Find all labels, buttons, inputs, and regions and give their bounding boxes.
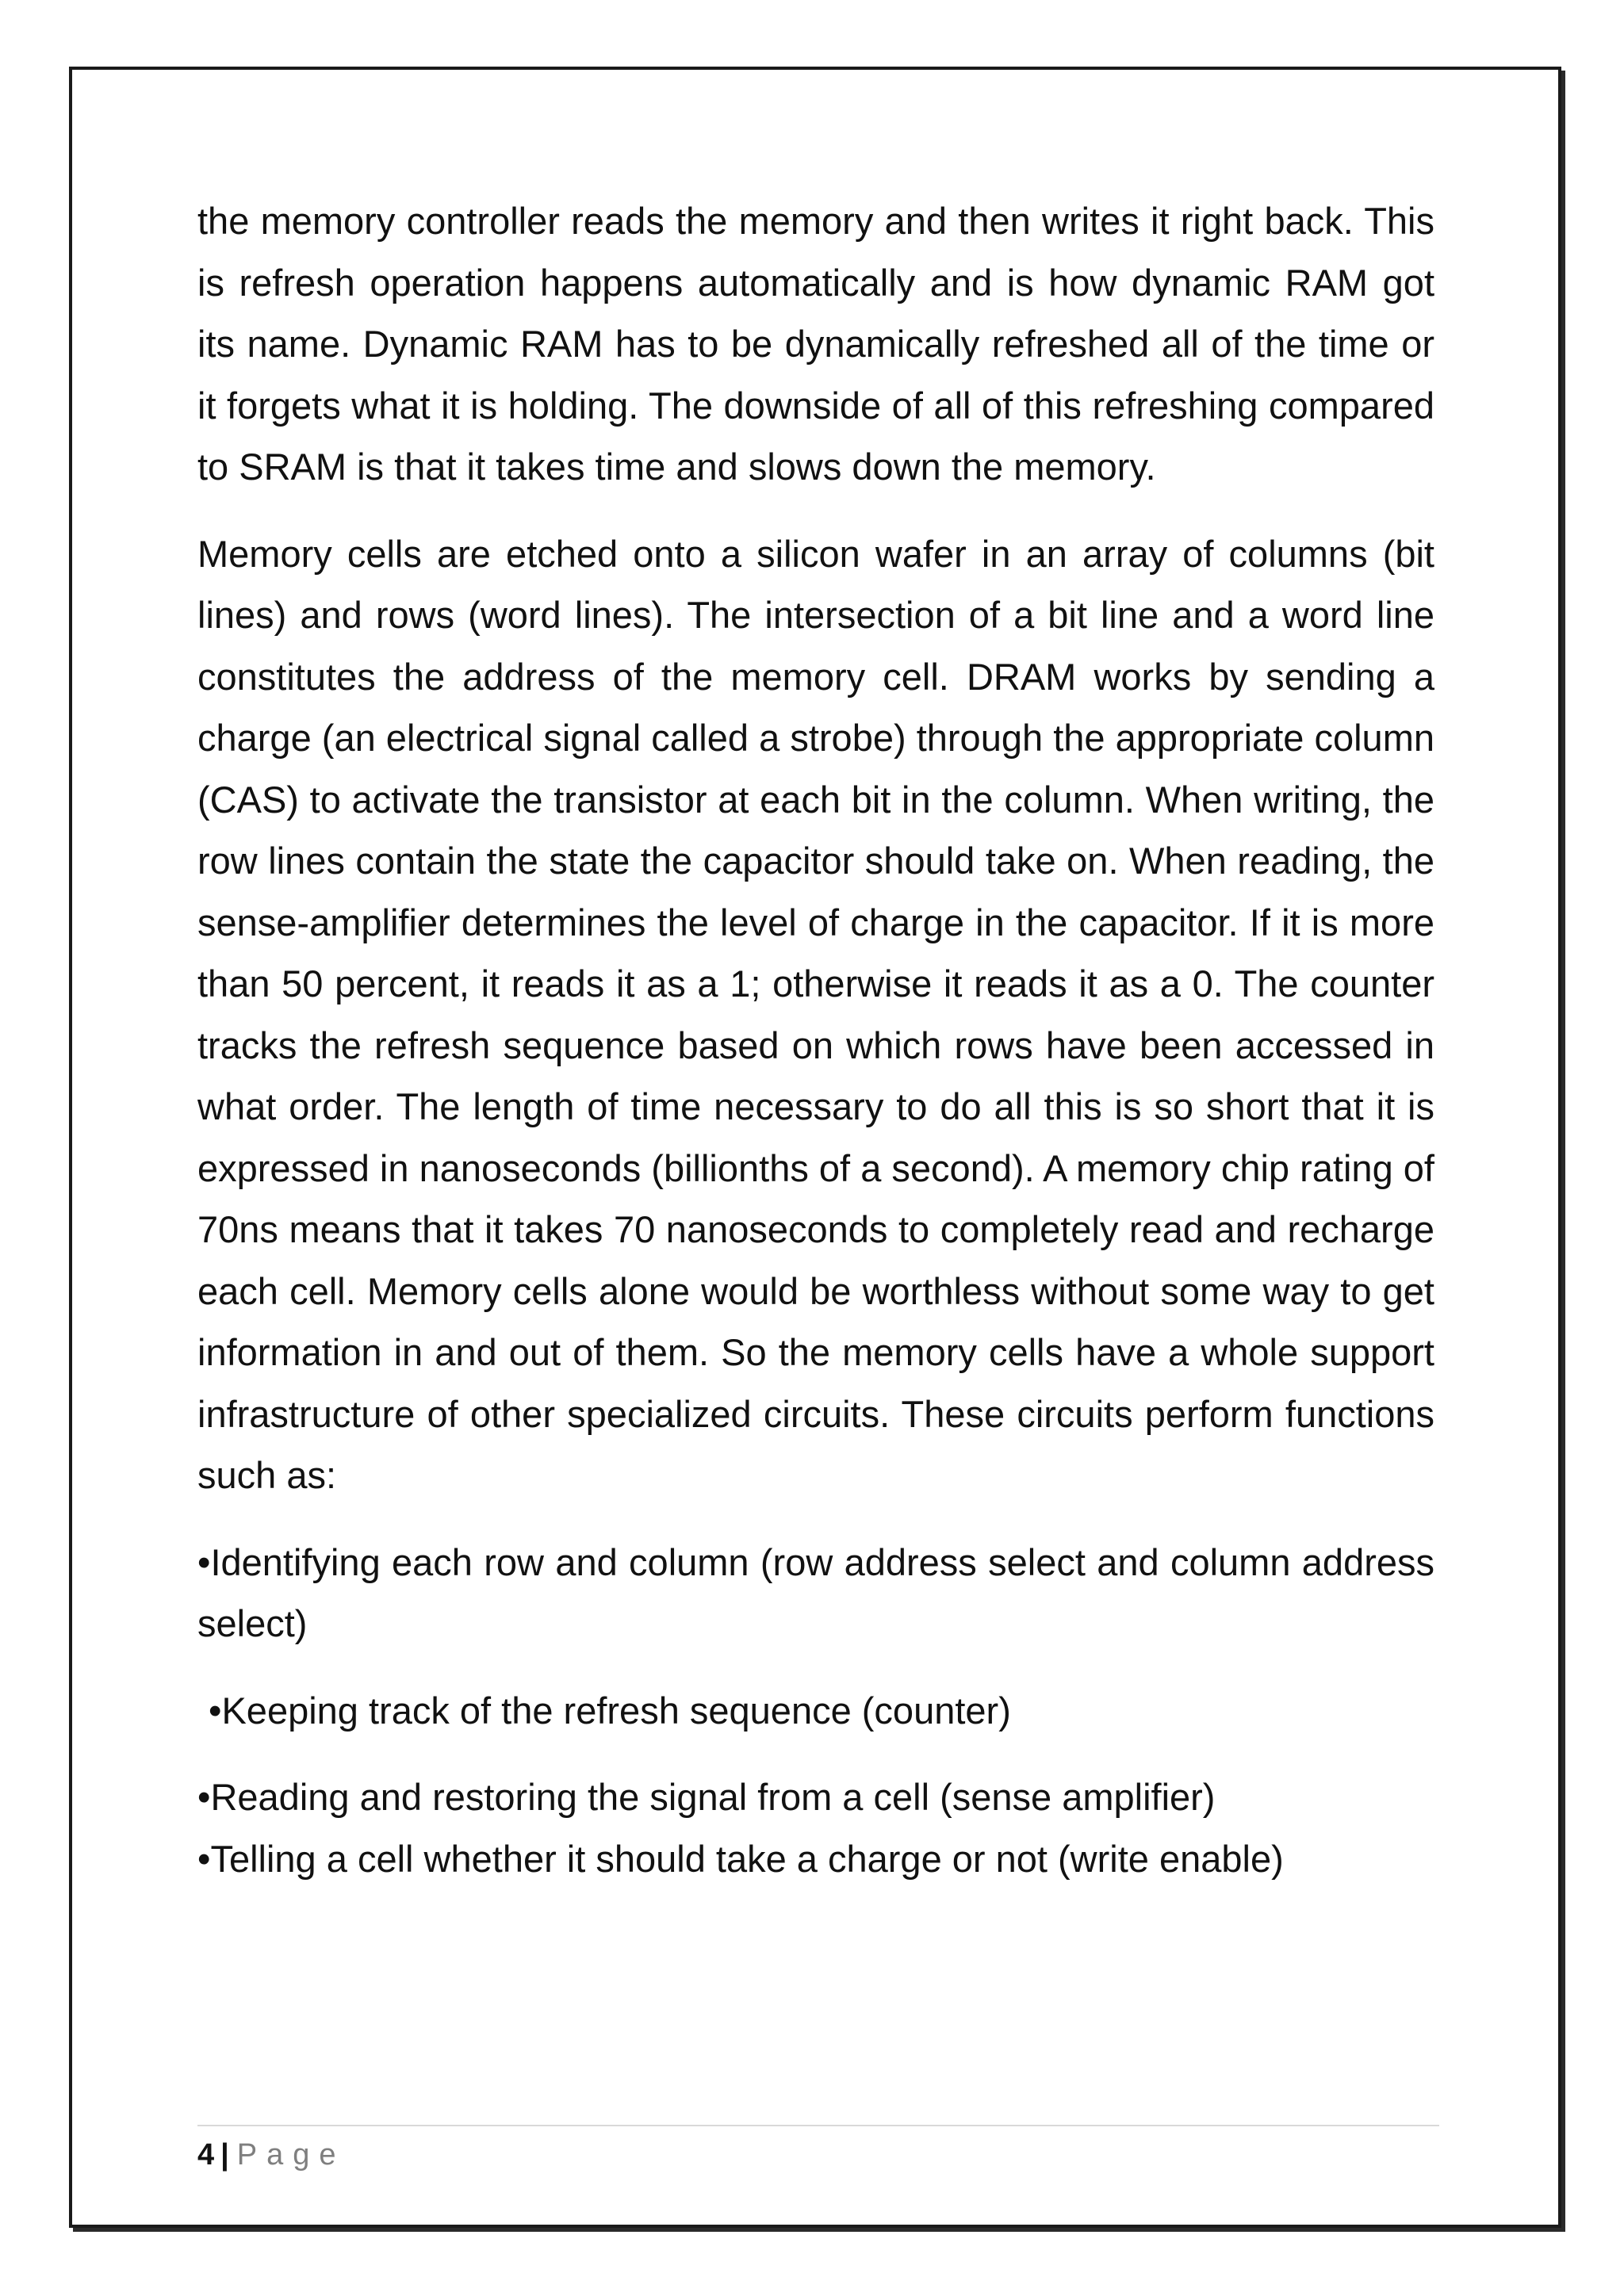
footer-divider [197,2125,1439,2126]
bullet-row-column-select: •Identifying each row and column (row address select and column address select) [197,1540,1434,1644]
page-number: 4 [197,2138,215,2172]
page-footer [197,2125,1439,2172]
paragraph-memory-cells: Memory cells are etched onto a silicon wafer in an array of columns (bit lines) and rows (word lines). The intersection of a bit line and a word line constitutes the address of the memory cell. DRAM works by sending a charge (an electrical signal called a strobe) through the appropriate column (CAS) to activate the transistor at each bit in the column. When writing, the row lines contain the state the capacitor should take on. When reading, the sense-amplifier determines the level of charge in the capacitor. If it is more than 50 percent, it reads it as a 1; otherwise it reads it as a 0. The counter tracks the refresh sequence based on which rows have been accessed in what order. The length of time necessary to do all this is so short that it is expressed in nanoseconds (billionths of a second). A memory chip rating of 70ns means that it takes 70 nanoseconds to completely read and recharge each cell. Memory cells alone would be worthless without some way to get information in and out of them. So the memory cells have a whole support infrastructure of other specialized circuits. These circuits perform functions such as: [197,532,1434,1496]
page-number-label [197,2137,1439,2172]
bullet-sense-amplifier: •Reading and restoring the signal from a cell (sense amplifier) [197,1776,1216,1818]
page-separator: | [220,2138,229,2172]
bullet-write-enable: •Telling a cell whether it should take a charge or not (write enable) [197,1837,1284,1880]
paragraph-dram-refresh: the memory controller reads the memory and then writes it right back. This is refresh operation happens automatically and is how dynamic RAM got its name. Dynamic RAM has to be dynamically refreshed all of the time or it forgets what it is holding. The downside of all of this refreshing compared to SRAM is that it takes time and slows down the memory. [197,200,1434,488]
bullet-refresh-counter: •Keeping track of the refresh sequence (counter) [209,1689,1011,1732]
page-word: Page [236,2138,346,2172]
page-content [197,190,1434,1889]
